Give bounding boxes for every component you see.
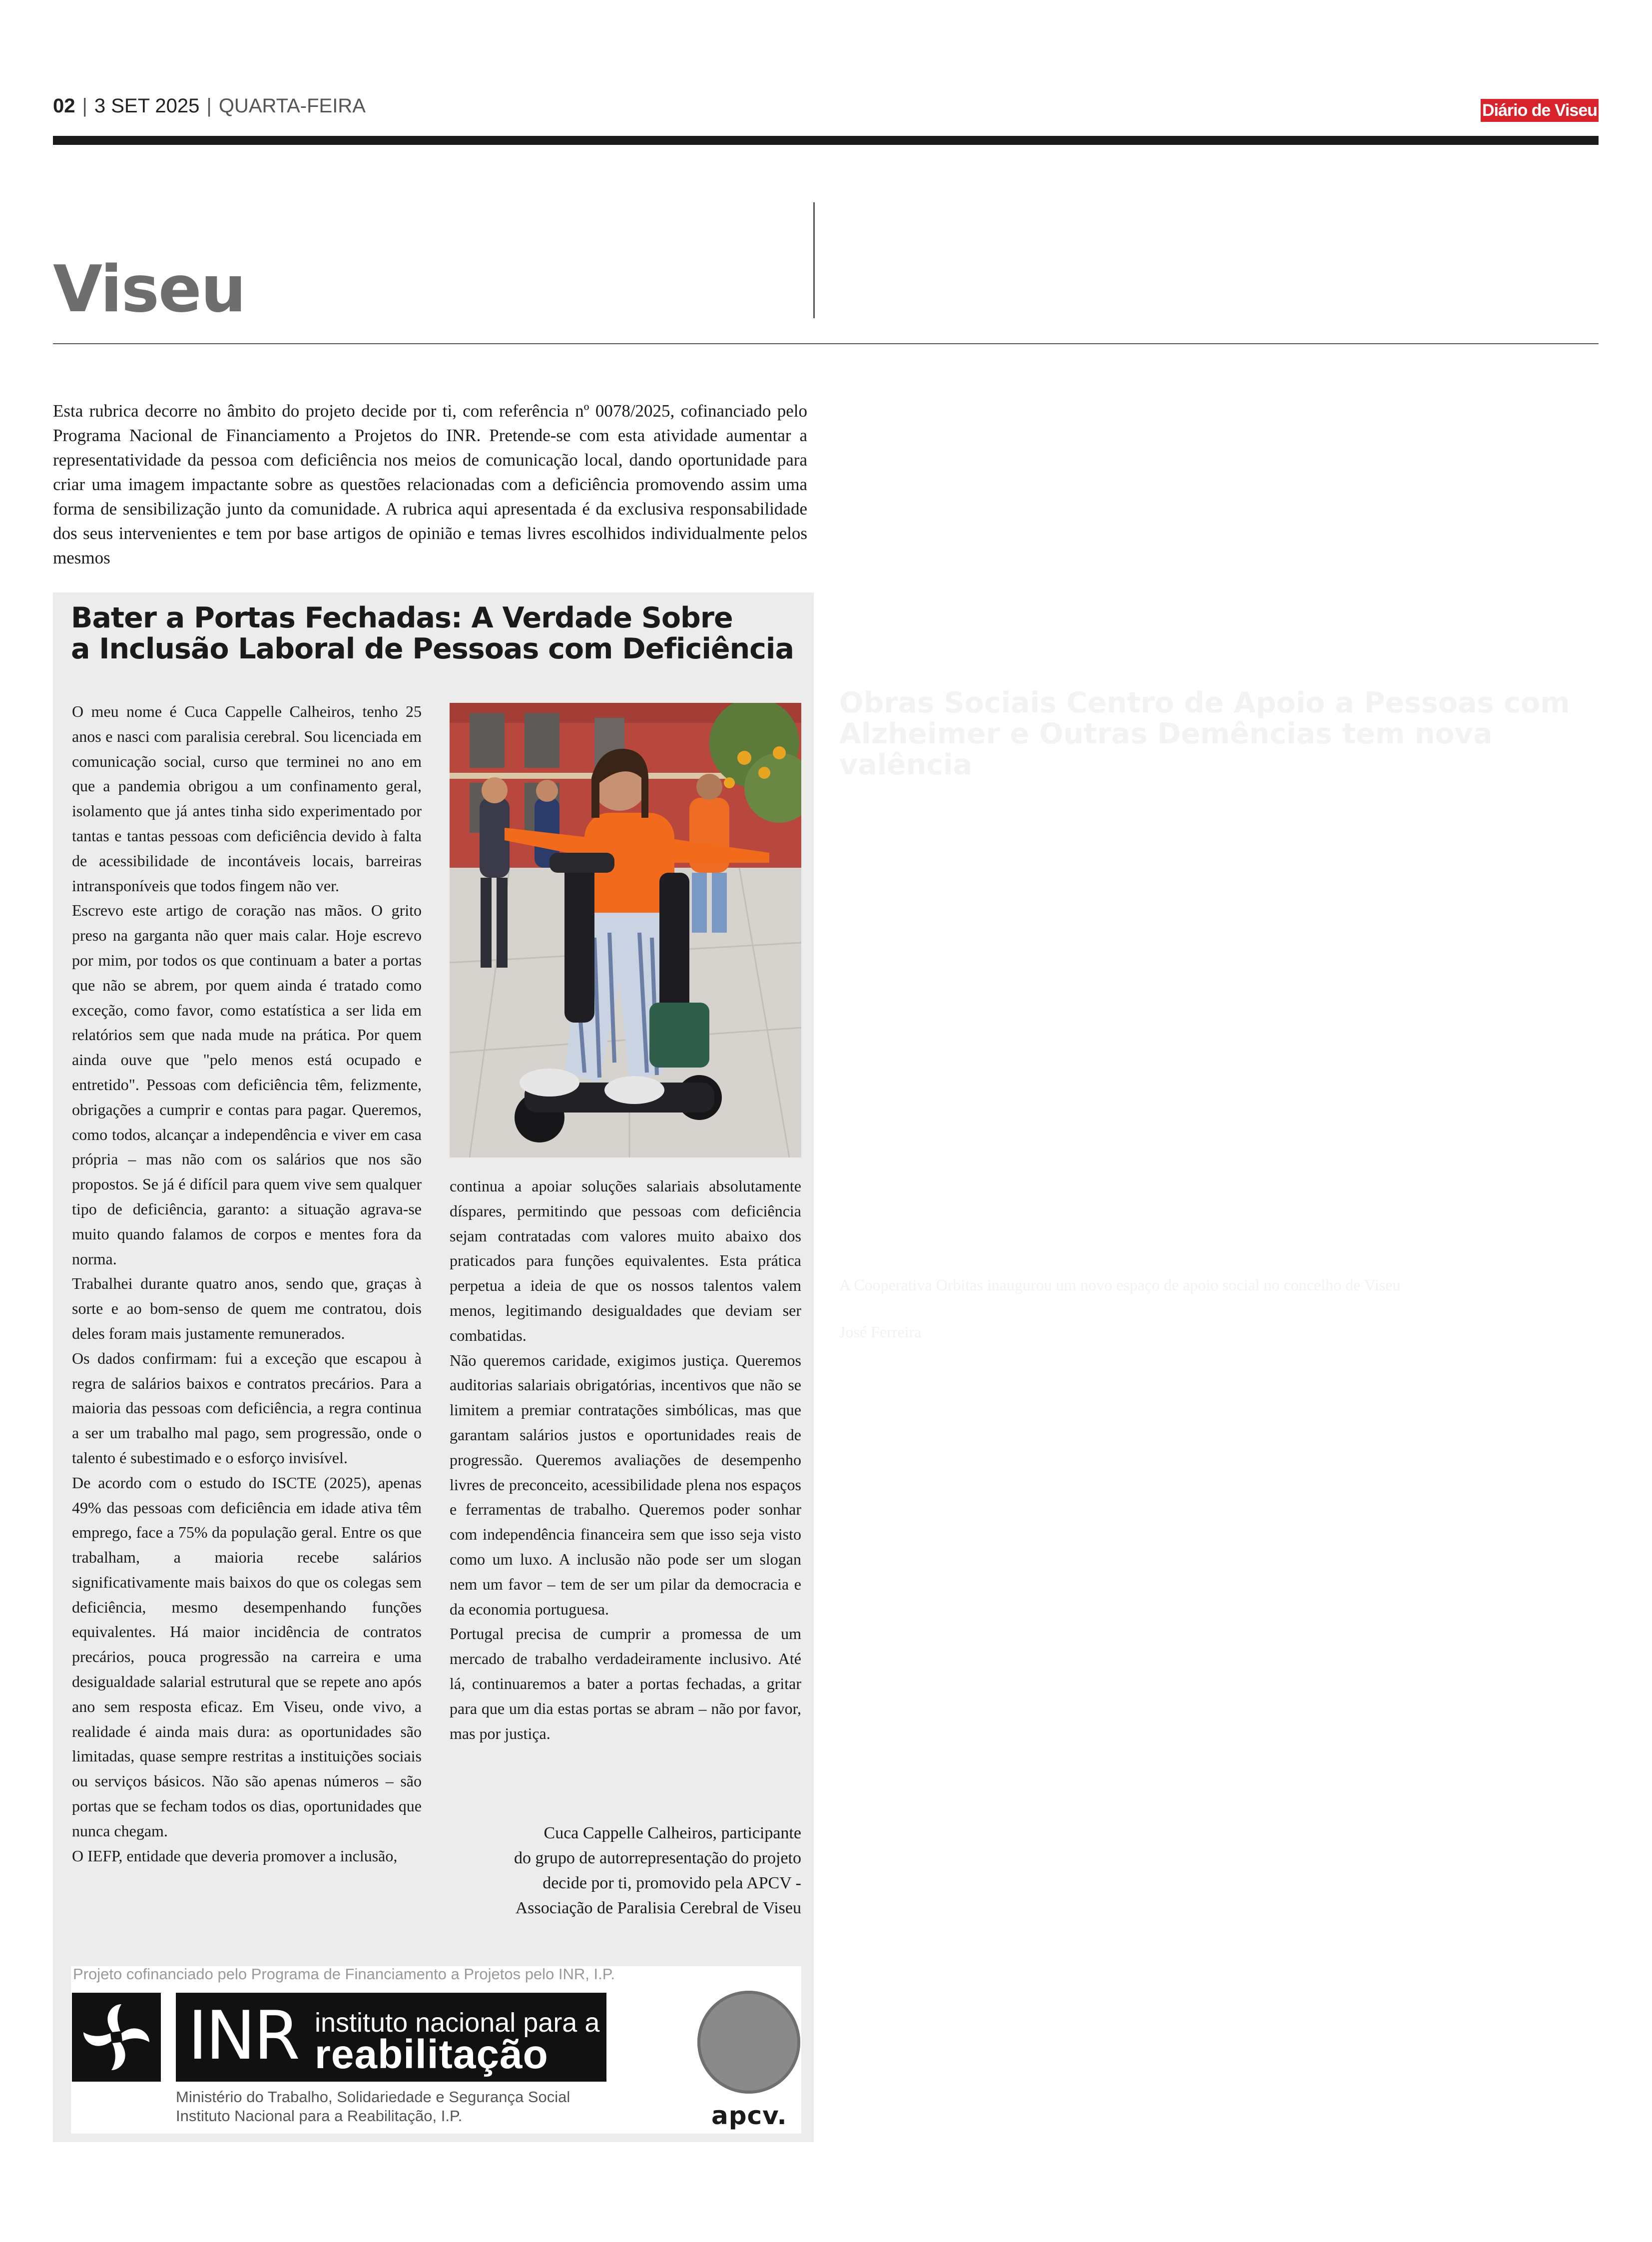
inr-symbol-icon — [72, 1993, 161, 2082]
paragraph: Portugal precisa de cumprir a promessa de um mercado de trabalho verdadeiramente inclusivo. Até lá, continuaremos a bater a portas fechadas, a gritar para que um dia estas portas se abram – não por favor, mas por justiça. — [450, 1625, 801, 1742]
ministry-line-1: Ministério do Trabalho, Solidariedade e Segurança Social — [176, 2088, 570, 2106]
inr-name-bottom: reabilitação — [315, 2032, 549, 2077]
issue-date: 3 SET 2025 — [94, 95, 200, 117]
paragraph: Os dados confirmam: fui a exceção que escapou à regra de salários baixos e contratos precários. Para a maioria das pessoas com deficiência, a regra continua a ser um trabalho mal pago, sem progressão, onde o talento é subestimado e o esforço invisível. — [72, 1349, 422, 1467]
author-signature — [450, 1821, 801, 1921]
faded-author: José Ferreira — [839, 1323, 922, 1341]
inr-name-top: instituto nacional para a — [315, 2008, 600, 2038]
issue-weekday: QUARTA-FEIRA — [218, 95, 366, 117]
page-header — [53, 95, 366, 117]
header-separator-2: | — [206, 95, 212, 117]
signature-line: do grupo de autorrepresentação do projeto — [514, 1849, 801, 1867]
paragraph: De acordo com o estudo do ISCTE (2025), apenas 49% das pessoas com deficiência em idade ativa têm emprego, face a 75% da população geral. Entre os que trabalham, a maioria recebe salários significativamente mais baixos do que os colegas sem deficiência, mesmo desempenhando funções equivalentes. Há maior incidência de contratos precários, pouca progressão na carreira e uma desigualdade salarial estrutural que se repete ano após ano sem resposta eficaz. Em Viseu, onde vivo, a realidade é ainda mais dura: as oportunidades são limitadas, quase sempre restritas a instituições sociais ou serviços básicos. Não são apenas números – são portas que se fecham todos os dias, oportunidades que nunca chegam. — [72, 1473, 422, 1840]
ministry-line-2: Instituto Nacional para a Reabilitação, I.P. — [176, 2107, 463, 2125]
article-column-1 — [72, 699, 422, 1868]
article-headline — [71, 602, 800, 664]
faded-headline: Obras Sociais Centro de Apoio a Pessoas com Alzheimer e Outras Demências tem nova valência — [839, 686, 1570, 781]
section-title: Viseu — [53, 252, 245, 327]
cofunding-note: Projeto cofinanciado pelo Programa de Financiamento a Projetos pelo INR, I.P. — [73, 1965, 615, 1983]
faded-caption: A Cooperativa Orbitas inaugurou um novo espaço de apoio social no concelho de Viseu — [839, 1276, 1401, 1294]
header-separator: | — [82, 95, 87, 117]
page-number: 02 — [53, 95, 75, 117]
paragraph: O IEFP, entidade que deveria promover a inclusão, — [72, 1846, 398, 1865]
paragraph: Trabalhei durante quatro anos, sendo que, graças à sorte e ao bom-senso de quem me contratou, dois deles foram mais justamente remunerados. — [72, 1274, 422, 1342]
vertical-divider — [813, 202, 815, 318]
newspaper-logo: Diário de Viseu — [1481, 99, 1599, 122]
paragraph: Não queremos caridade, exigimos justiça. Queremos auditorias salariais obrigatórias, incentivos que não se limitem a premiar contratações simbólicas, mas que garantam salários justos e oportunidades reais de progressão. Queremos avaliações de desempenho livres de preconceito, acessibilidade plena nos espaços e ferramentas de trabalho. Queremos poder sonhar com independência financeira sem que isso seja visto como um luxo. A inclusão não pode ser um slogan nem um favor – tem de ser um pilar da democracia e da economia portuguesa. — [450, 1351, 801, 1618]
inr-letters: INR — [188, 1997, 298, 2075]
apcv-wordmark: apcv. — [711, 2101, 787, 2130]
signature-line: Cuca Cappelle Calheiros, participante — [544, 1824, 801, 1842]
rubric-disclaimer: Esta rubrica decorre no âmbito do projeto decide por ti, com referência nº 0078/2025, cofinanciado pelo Programa Nacional de Financiamento a Projetos do INR. Pretende-se com esta atividade aumentar a representatividade da pessoa com deficiência nos meios de comunicação local, dando oportunidade para criar uma imagem impactante sobre as questões relacionadas com a deficiência promovendo assim uma forma de sensibilização junto da comunidade. A rubrica aqui apresentada é da exclusiva responsabilidade dos seus intervenientes e tem por base artigos de opinião e temas livres escolhidos individualmente pelos mesmos — [53, 401, 807, 567]
article-photo — [450, 703, 801, 1157]
header-rule — [53, 136, 1599, 145]
headline-line-2: a Inclusão Laboral de Pessoas com Deficiência — [71, 632, 794, 665]
signature-line: Associação de Paralisia Cerebral de Viseu — [515, 1899, 801, 1917]
signature-line: decide por ti, promovido pela APCV - — [543, 1874, 801, 1892]
article-column-2 — [450, 1174, 801, 1746]
headline-line-1: Bater a Portas Fechadas: A Verdade Sobre — [71, 601, 733, 634]
apcv-logo-icon — [697, 1991, 800, 2094]
section-rule — [53, 343, 1599, 344]
paragraph: continua a apoiar soluções salariais absolutamente díspares, permitindo que pessoas com deficiência sejam contratadas com valores muito abaixo dos praticados para funções equivalentes. Esta prática perpetua a ideia de que os nossos talentos valem menos, legitimando desigualdades que deviam ser combatidas. — [450, 1177, 801, 1344]
paragraph: Escrevo este artigo de coração nas mãos. O grito preso na garganta não quer mais calar. Hoje escrevo por mim, por todos os que continuam a bater a portas que não se abrem, por quem ainda é tratado como exceção, como favor, como estatística a ser lida em relatórios sem que nada mude na prática. Por quem ainda ouve que "pelo menos está ocupado e entretido". Pessoas com deficiência têm, felizmente, obrigações a cumprir e contas para pagar. Queremos, como todos, alcançar a independência e viver em casa própria – mas não com os salários que nos são propostos. Se já é difícil para quem vive sem qualquer tipo de deficiência, garanto: a situação agrava-se muito quando falamos de corpos e mentes fora da norma. — [72, 901, 422, 1268]
paragraph: O meu nome é Cuca Cappelle Calheiros, tenho 25 anos e nasci com paralisia cerebral. Sou licenciada em comunicação social, curso que terminei no ano em que a pandemia obrigou a um confinamento geral, isolamento que já antes tinha sido experimentado por tantas e tantas pessoas com deficiência devido à falta de acessibilidade de incontáveis locais, barreiras intransponíveis que todos fingem não ver. — [72, 702, 422, 895]
